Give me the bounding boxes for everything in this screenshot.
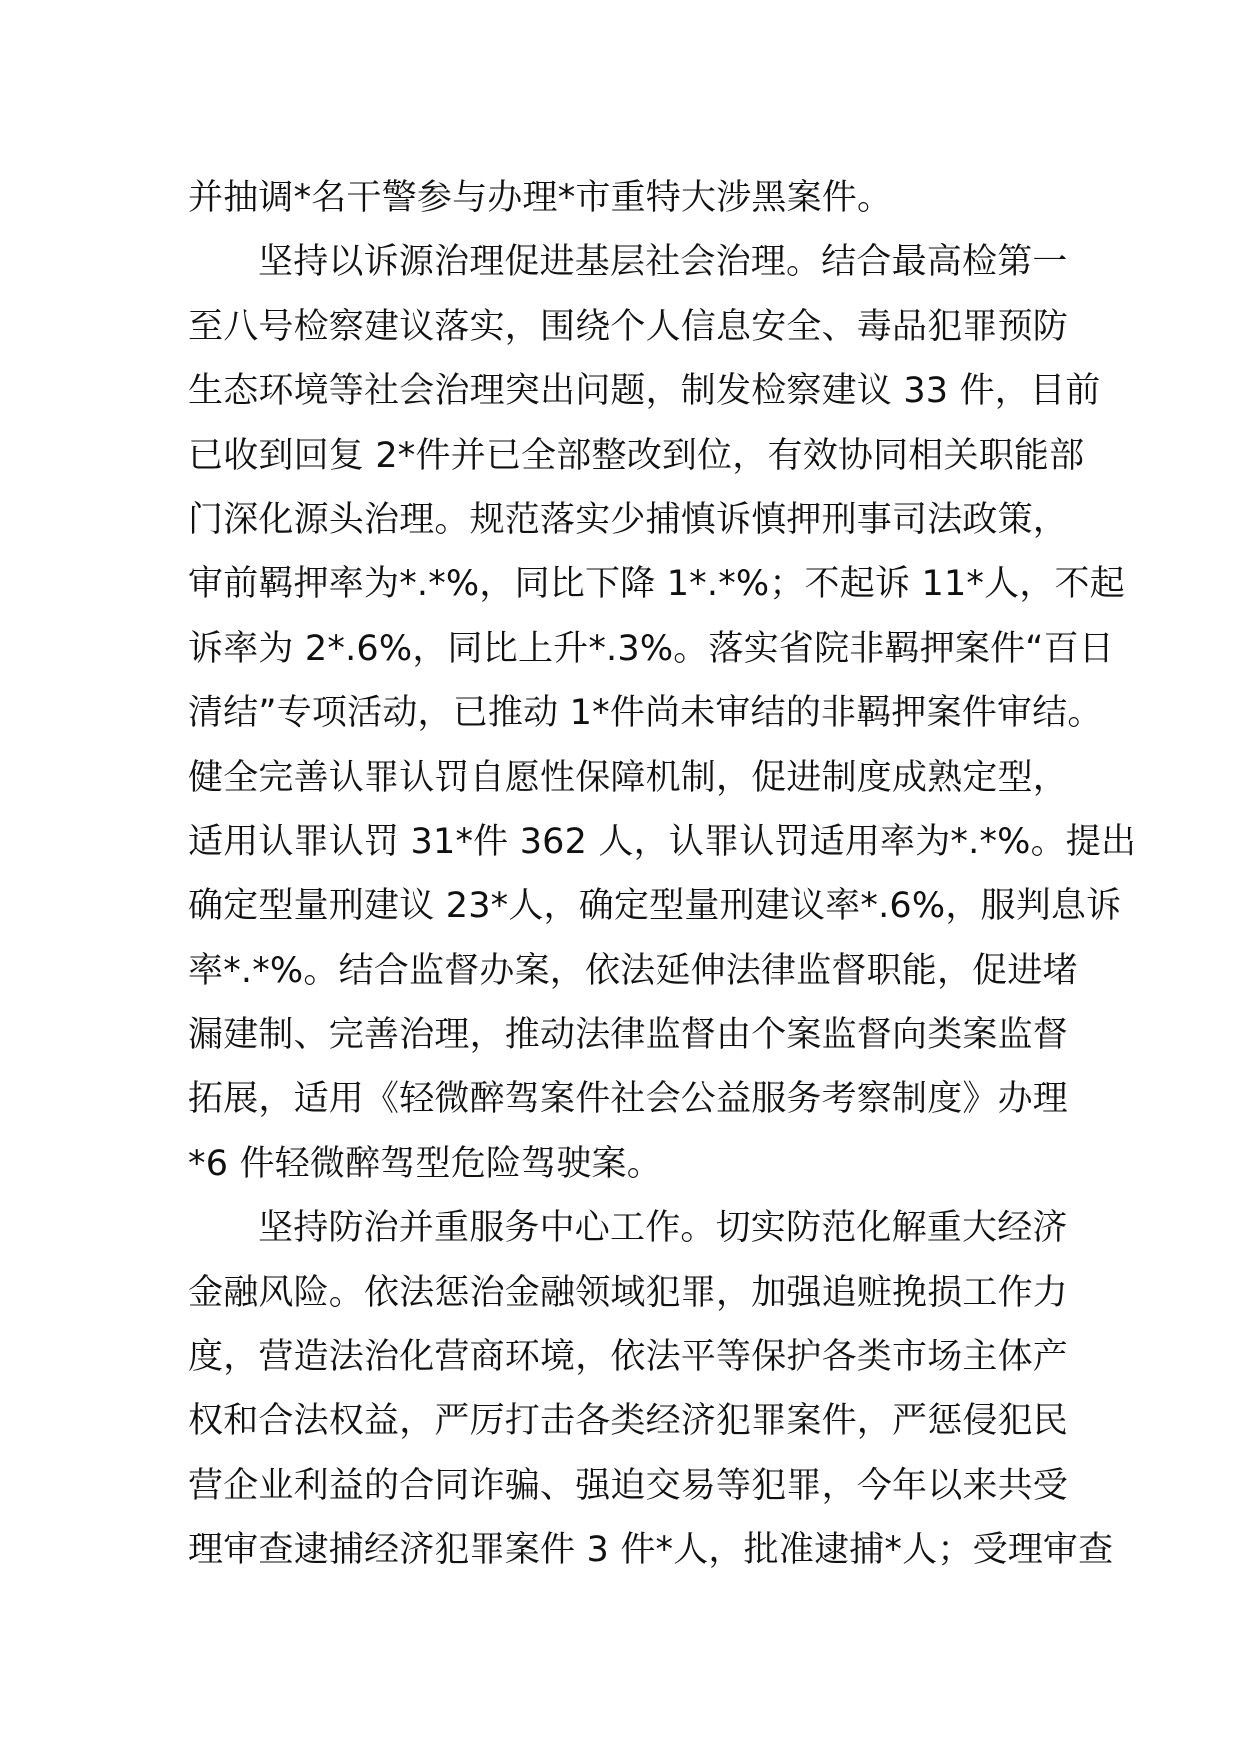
text-line: 理审查逮捕经济犯罪案件 3 件*人，批准逮捕*人；受理审查 xyxy=(188,1530,1114,1571)
text-line: 并抽调*名干警参与办理*市重特大涉黑案件。 xyxy=(188,178,893,218)
paragraph-start-line: 坚持防治并重服务中心工作。切实防范化解重大经济 xyxy=(258,1208,1068,1249)
text-line: 率*.*%。结合监督办案，依法延伸法律监督职能，促进堵 xyxy=(188,950,1078,991)
text-line: 确定型量刑建议 23*人，确定型量刑建议率*.6%，服判息诉 xyxy=(188,886,1122,927)
text-line: 生态环境等社会治理突出问题，制发检察建议 33 件，目前 xyxy=(188,371,1101,412)
text-line: 营企业利益的合同诈骗、强迫交易等犯罪，今年以来共受 xyxy=(188,1465,1069,1506)
text-line: 门深化源头治理。规范落实少捕慎诉慎押刑事司法政策， xyxy=(188,499,1069,540)
text-line: 度，营造法治化营商环境，依法平等保护各类市场主体产 xyxy=(188,1337,1069,1378)
text-line: 至八号检察建议落实，围绕个人信息安全、毒品犯罪预防 xyxy=(188,306,1069,347)
text-line: 清结”专项活动，已推动 1*件尚未审结的非羁押案件审结。 xyxy=(188,693,1103,734)
text-line: *6 件轻微醉驾型危险驾驶案。 xyxy=(188,1143,662,1184)
text-line: 权和合法权益，严厉打击各类经济犯罪案件，严惩侵犯民 xyxy=(188,1401,1069,1442)
text-line: 拓展，适用《轻微醉驾案件社会公益服务考察制度》办理 xyxy=(188,1079,1069,1120)
text-line: 审前羁押率为*.*%，同比下降 1*.*%；不起诉 11*人，不起 xyxy=(188,564,1125,605)
paragraph-start-line: 坚持以诉源治理促进基层社会治理。结合最高检第一 xyxy=(258,242,1068,283)
text-line: 健全完善认罪认罚自愿性保障机制，促进制度成熟定型， xyxy=(188,757,1069,798)
text-line: 诉率为 2*.6%，同比上升*.3%。落实省院非羁押案件“百日 xyxy=(188,628,1115,669)
text-line: 金融风险。依法惩治金融领域犯罪，加强追赃挽损工作力 xyxy=(188,1272,1069,1313)
document-body xyxy=(188,166,1137,1583)
text-line: 已收到回复 2*件并已全部整改到位，有效协同相关职能部 xyxy=(188,435,1085,476)
text-line: 适用认罪认罚 31*件 362 人，认罪认罚适用率为*.*%。提出 xyxy=(188,821,1137,862)
text-line: 漏建制、完善治理，推动法律监督由个案监督向类案监督 xyxy=(188,1015,1069,1056)
